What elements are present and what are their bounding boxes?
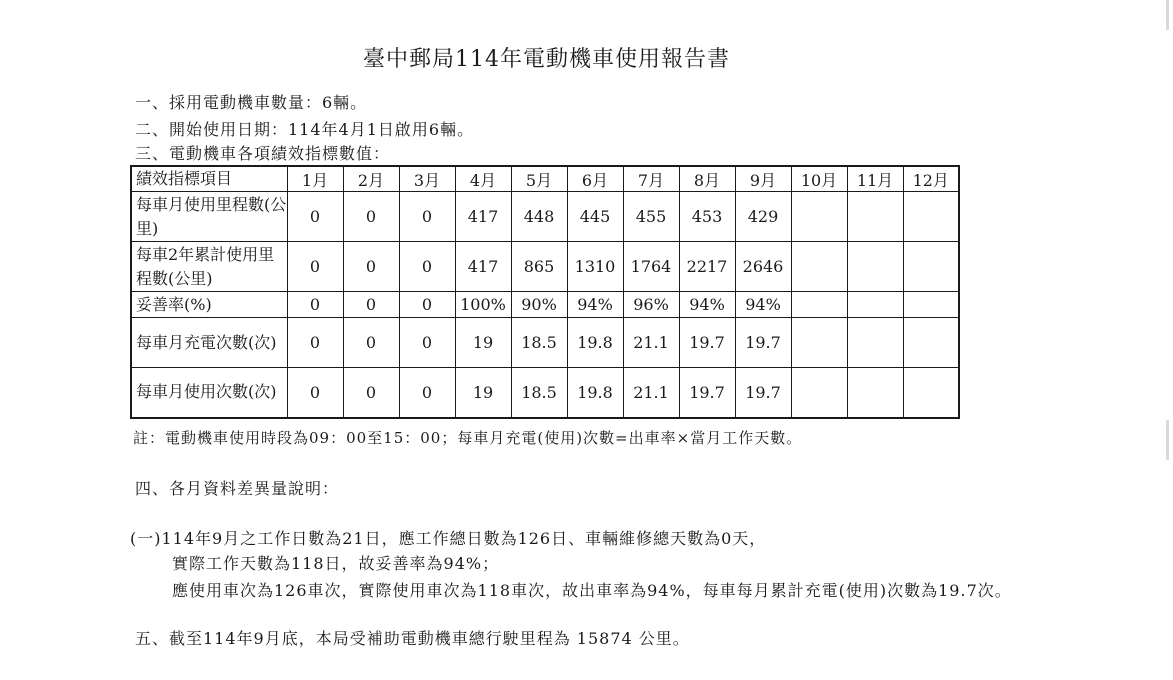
table-cell: 0 [399, 242, 455, 292]
table-row [131, 292, 959, 318]
table-cell: 448 [511, 192, 567, 242]
table-cell: 21.1 [623, 318, 679, 368]
header-cell: 6月 [567, 166, 623, 192]
table-cell: 0 [287, 292, 343, 318]
explanation-line: 應使用車次為126車次，實際使用車次為118車次，故出車率為94%，每車每月累計充電(使用)次數為19.7次。 [172, 581, 1012, 600]
table-cell: 0 [343, 318, 399, 368]
table-cell: 0 [287, 368, 343, 418]
table-cell: 1310 [567, 242, 623, 292]
header-cell: 9月 [735, 166, 791, 192]
table-cell: 94% [567, 292, 623, 318]
header-cell: 11月 [847, 166, 903, 192]
table-cell [903, 368, 959, 418]
table-cell: 94% [735, 292, 791, 318]
table-cell: 94% [679, 292, 735, 318]
header-cell: 4月 [455, 166, 511, 192]
table-row [131, 368, 959, 418]
section-vehicle-count: 一、採用電動機車數量：6輛。 [135, 93, 368, 112]
table-cell: 18.5 [511, 318, 567, 368]
table-cell: 417 [455, 192, 511, 242]
table-footnote: 註：電動機車使用時段為09：00至15：00；每車月充電(使用)次數=出車率×當月工作天數。 [133, 429, 803, 447]
table-cell: 2217 [679, 242, 735, 292]
table-cell [847, 318, 903, 368]
table-cell [791, 318, 847, 368]
scan-edge-mark [1166, 420, 1169, 460]
table-cell: 90% [511, 292, 567, 318]
header-cell: 12月 [903, 166, 959, 192]
table-cell: 445 [567, 192, 623, 242]
table-header-row [131, 166, 959, 192]
table-cell [791, 192, 847, 242]
table-cell: 0 [287, 318, 343, 368]
table-cell: 19.8 [567, 318, 623, 368]
table-cell [847, 368, 903, 418]
table-cell: 0 [287, 242, 343, 292]
table-cell: 19.7 [735, 368, 791, 418]
table-cell: 19.8 [567, 368, 623, 418]
table-cell: 0 [399, 192, 455, 242]
table-cell: 1764 [623, 242, 679, 292]
table-cell: 19.7 [735, 318, 791, 368]
table-row [131, 192, 959, 242]
table-cell [903, 292, 959, 318]
table-cell: 19 [455, 368, 511, 418]
table-cell [847, 292, 903, 318]
table-cell [847, 242, 903, 292]
table-cell: 96% [623, 292, 679, 318]
table-cell: 19 [455, 318, 511, 368]
explanation-line: 實際工作天數為118日，故妥善率為94%； [172, 554, 500, 573]
table-cell: 0 [399, 318, 455, 368]
report-title: 臺中郵局114年電動機車使用報告書 [363, 47, 730, 72]
table-cell: 865 [511, 242, 567, 292]
row-label: 每車2年累計使用里程數(公里) [131, 242, 287, 292]
table-cell: 0 [343, 242, 399, 292]
table-cell: 2646 [735, 242, 791, 292]
row-label: 每車月充電次數(次) [131, 318, 287, 368]
section-variance-heading: 四、各月資料差異量說明： [135, 479, 340, 498]
row-label: 每車月使用次數(次) [131, 368, 287, 418]
table-cell [903, 242, 959, 292]
header-cell: 5月 [511, 166, 567, 192]
table-cell: 0 [343, 292, 399, 318]
table-cell: 0 [399, 368, 455, 418]
table-cell: 453 [679, 192, 735, 242]
table-cell: 19.7 [679, 318, 735, 368]
table-cell: 0 [343, 368, 399, 418]
header-cell: 1月 [287, 166, 343, 192]
row-label: 每車月使用里程數(公里) [131, 192, 287, 242]
header-cell: 2月 [343, 166, 399, 192]
kpi-table [130, 165, 960, 419]
section-start-date: 二、開始使用日期：114年4月1日啟用6輛。 [135, 120, 475, 139]
table-cell [903, 192, 959, 242]
table-cell: 0 [343, 192, 399, 242]
table-cell: 18.5 [511, 368, 567, 418]
section-kpi-heading: 三、電動機車各項績效指標數值： [135, 144, 391, 163]
scan-edge-mark [1166, 0, 1169, 30]
table-cell: 0 [287, 192, 343, 242]
header-cell: 8月 [679, 166, 735, 192]
table-cell: 429 [735, 192, 791, 242]
table-cell: 100% [455, 292, 511, 318]
header-cell: 10月 [791, 166, 847, 192]
table-cell [791, 242, 847, 292]
header-cell: 績效指標項目 [131, 166, 287, 192]
table-cell: 417 [455, 242, 511, 292]
table-cell [791, 368, 847, 418]
section-total-mileage: 五、截至114年9月底，本局受補助電動機車總行駛里程為 15874 公里。 [135, 629, 690, 648]
table-cell [903, 318, 959, 368]
table-cell: 455 [623, 192, 679, 242]
table-row [131, 242, 959, 292]
table-cell: 19.7 [679, 368, 735, 418]
explanation-line: (一)114年9月之工作日數為21日，應工作總日數為126日、車輛維修總天數為0天， [130, 529, 767, 548]
header-cell: 7月 [623, 166, 679, 192]
table-cell [847, 192, 903, 242]
table-cell: 21.1 [623, 368, 679, 418]
header-cell: 3月 [399, 166, 455, 192]
row-label: 妥善率(%) [131, 292, 287, 318]
table-cell: 0 [399, 292, 455, 318]
table-cell [791, 292, 847, 318]
table-row [131, 318, 959, 368]
